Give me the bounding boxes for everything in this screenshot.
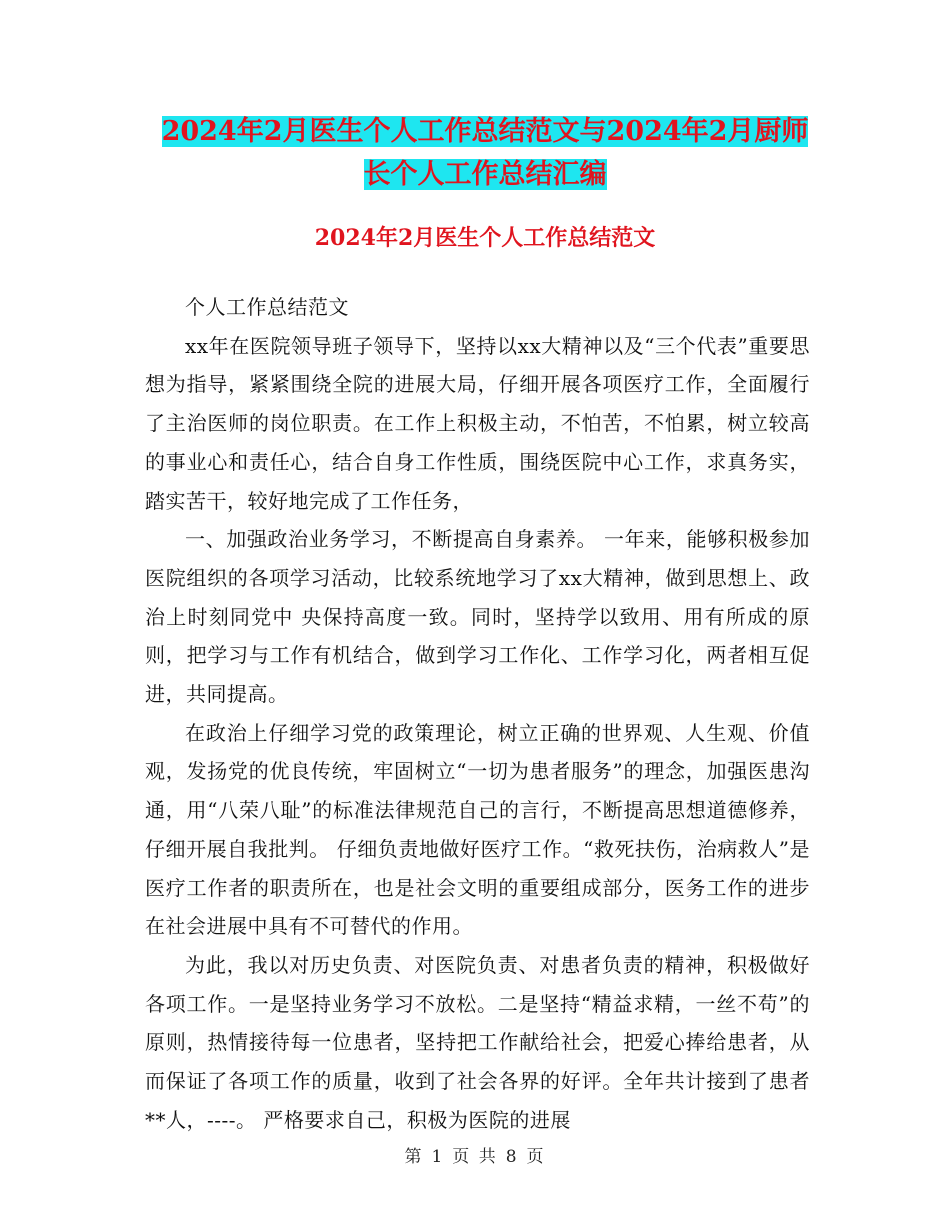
main-title-highlight-1: 2024年2月医生个人工作总结范文与2024年2月厨师 bbox=[161, 116, 809, 147]
footer-current-page: 1 bbox=[431, 1147, 445, 1167]
footer-suffix: 页 bbox=[526, 1147, 546, 1167]
main-title-highlight-2: 长个人工作总结汇编 bbox=[363, 159, 607, 190]
main-title-line-2 bbox=[140, 151, 830, 199]
document-body bbox=[145, 288, 810, 1139]
footer-total-pages: 8 bbox=[505, 1147, 519, 1167]
paragraph: 在政治上仔细学习党的政策理论，树立正确的世界观、人生观、价值观，发扬党的优良传统，牢固树立“一切为患者服务”的理念，加强医患沟通，用“八荣八耻”的标准法律规范自己的言行，不断提高思想道德修养，仔细开展自我批判。 仔细负责地做好医疗工作。“救死扶伤，治病救人”是医疗工作者的职责所在，也是社会文明的重要组成部分，医务工作的进步在社会进展中具有不可替代的作用。 bbox=[145, 720, 810, 939]
paragraph: 为此，我以对历史负责、对医院负责、对患者负责的精神，积极做好各项工作。一是坚持业务学习不放松。二是坚持“精益求精，一丝不苟”的原则，热情接待每一位患者，坚持把工作献给社会，把爱心捧给患者，从而保证了各项工作的质量，收到了社会各界的好评。全年共计接到了患者**人，----。 严格要求自己，积极为医院的进展 bbox=[145, 952, 810, 1132]
paragraph: 个人工作总结范文 bbox=[185, 295, 349, 319]
main-title-line-1 bbox=[140, 108, 830, 156]
paragraph: 一、加强政治业务学习，不断提高自身素养。 一年来，能够积极参加医院组织的各项学习活动，比较系统地学习了xx大精神，做到思想上、政治上时刻同党中 央保持高度一致。同时，坚持学以致用、用有所成的原则，把学习与工作有机结合，做到学习工作化、工作学习化，两者相互促进，共同提高。 bbox=[145, 527, 810, 707]
footer-middle: 页 共 bbox=[452, 1147, 498, 1167]
page-footer bbox=[0, 1142, 950, 1167]
footer-prefix: 第 bbox=[404, 1147, 424, 1167]
paragraph: xx年在医院领导班子领导下，坚持以xx大精神以及“三个代表”重要思想为指导，紧紧围绕全院的进展大局，仔细开展各项医疗工作，全面履行了主治医师的岗位职责。在工作上积极主动，不怕苦，不怕累，树立较高的事业心和责任心，结合自身工作性质，围绕医院中心工作，求真务实，踏实苦干，较好地完成了工作任务， bbox=[145, 333, 810, 513]
section-title: 2024年2月医生个人工作总结范文 bbox=[314, 225, 656, 251]
